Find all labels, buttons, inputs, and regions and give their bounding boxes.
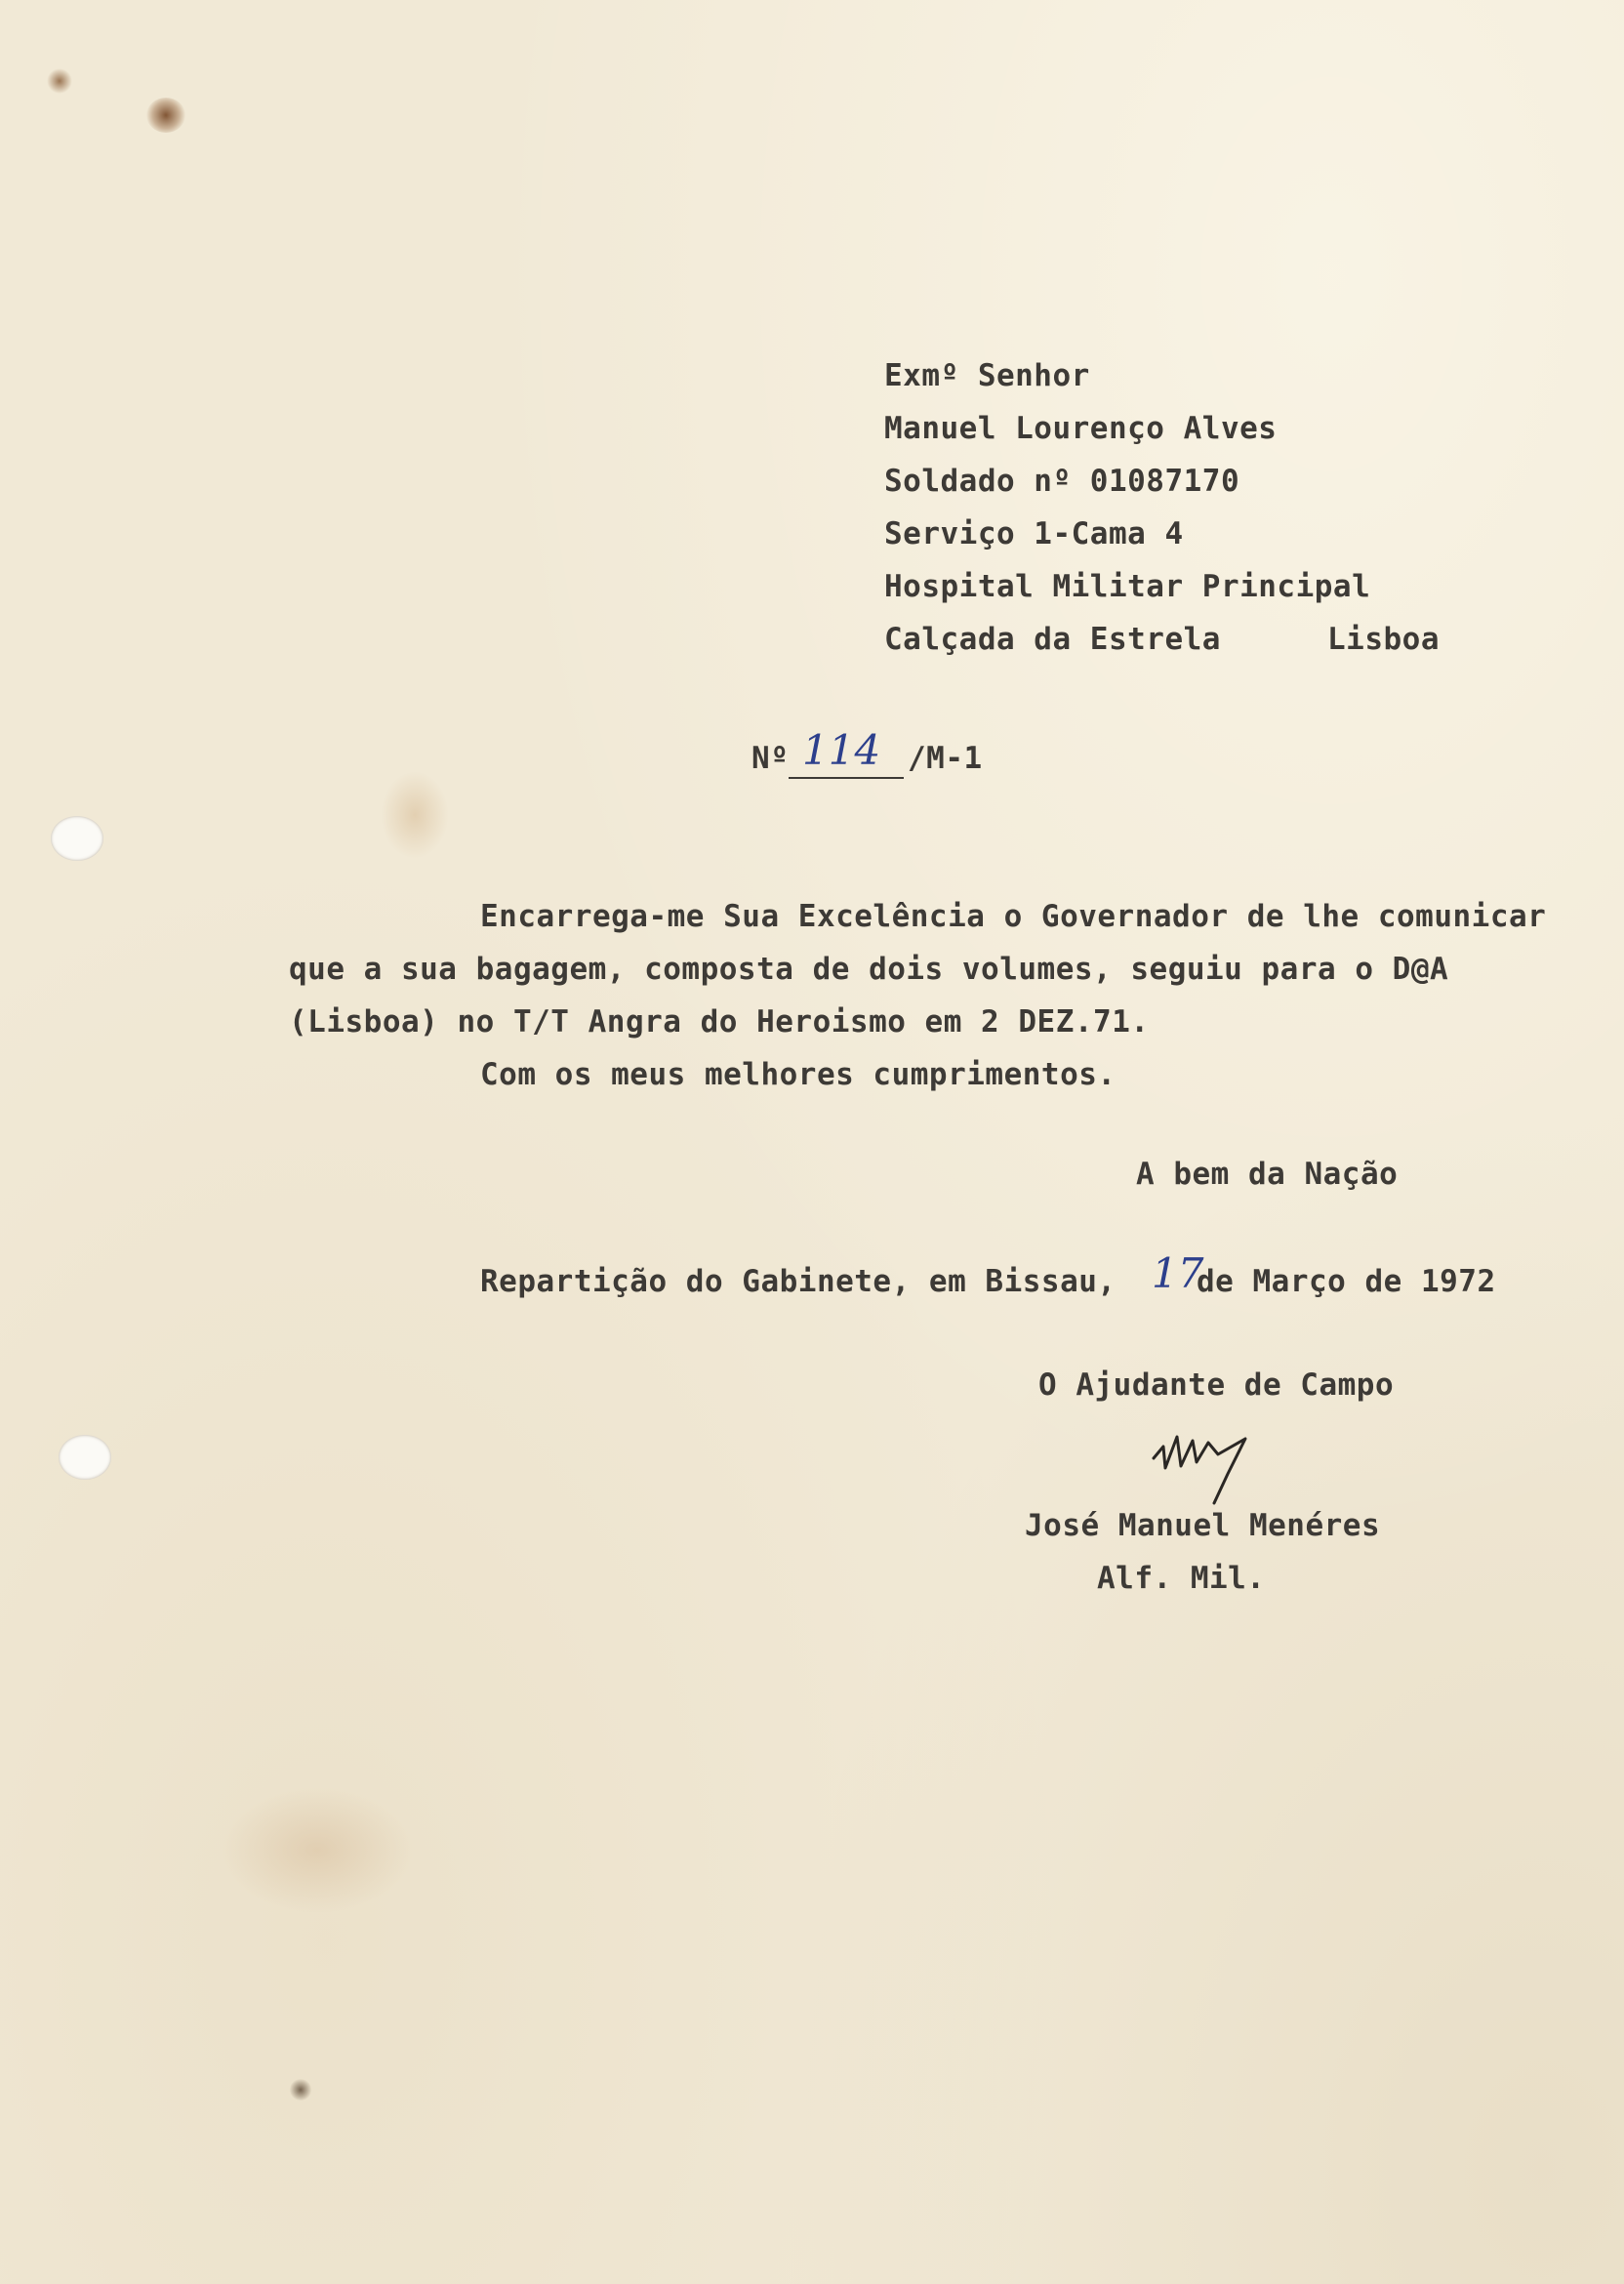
address-line-soldier-number: Soldado nº 01087170	[884, 464, 1240, 499]
body-line-2: que a sua bagagem, composta de dois volumes, seguiu para o D@A	[289, 952, 1449, 987]
handwritten-signature	[1150, 1429, 1267, 1507]
rust-stain-top-left	[146, 98, 185, 133]
rust-stain-top-left-small	[47, 68, 72, 94]
water-stain-left	[381, 771, 449, 859]
reference-underline	[789, 777, 904, 779]
body-line-4: Com os meus melhores cumprimentos.	[480, 1057, 1116, 1092]
body-line-1: Encarrega-me Sua Excelência o Governador de lhe comunicar	[480, 899, 1547, 934]
punch-hole-lower	[59, 1435, 111, 1480]
signature-name: José Manuel Menéres	[1025, 1508, 1381, 1543]
date-line-month-year: de Março de 1972	[1197, 1264, 1496, 1299]
water-stain-bottom-left	[220, 1786, 415, 1913]
closing-salutation: A bem da Nação	[1136, 1157, 1399, 1192]
address-line-name: Manuel Lourenço Alves	[884, 411, 1278, 446]
body-line-3: (Lisboa) no T/T Angra do Heroismo em 2 DEZ.71.	[289, 1004, 1150, 1040]
address-line-street: Calçada da Estrela	[884, 622, 1221, 657]
address-line-city: Lisboa	[1327, 622, 1440, 657]
dark-speck	[289, 2079, 312, 2100]
signature-role: O Ajudante de Campo	[1038, 1367, 1395, 1403]
address-line-hospital: Hospital Militar Principal	[884, 569, 1371, 604]
address-line-service: Serviço 1-Cama 4	[884, 516, 1184, 551]
date-line-place: Repartição do Gabinete, em Bissau,	[480, 1264, 1116, 1299]
reference-prefix: Nº	[751, 741, 790, 776]
date-day-handwritten: 17	[1152, 1249, 1204, 1297]
signature-rank: Alf. Mil.	[1097, 1561, 1266, 1596]
address-line-salutation: Exmº Senhor	[884, 358, 1090, 393]
reference-number-handwritten: 114	[802, 726, 881, 774]
punch-hole-upper	[51, 816, 103, 861]
reference-suffix: /M-1	[908, 741, 983, 776]
